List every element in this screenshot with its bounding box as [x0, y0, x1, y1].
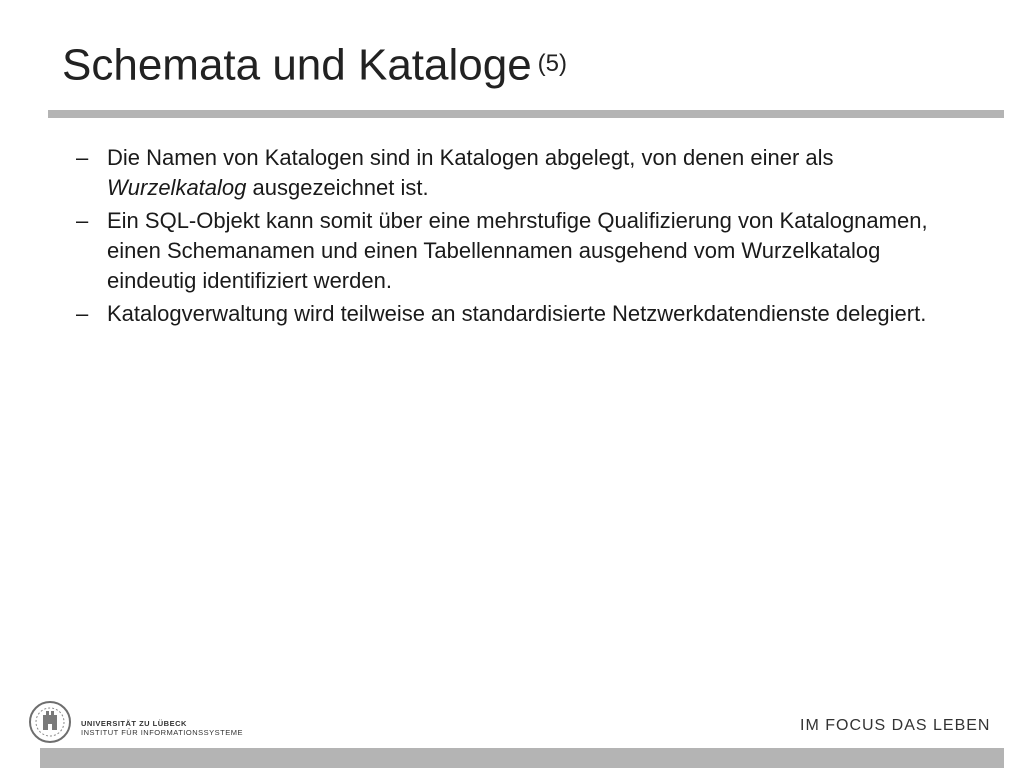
bullet-emphasis: Wurzelkatalog: [107, 175, 247, 200]
bullet-text-before: Die Namen von Katalogen sind in Katalogen abgelegt, von denen einer als: [107, 145, 834, 170]
bullet-text: Katalogverwaltung wird teilweise an standardisierte Netzwerkdatendienste delegiert.: [107, 301, 927, 326]
bullet-item: [76, 299, 956, 329]
footer-slogan: IM FOCUS DAS LEBEN: [800, 717, 991, 734]
bullet-marker: –: [76, 208, 89, 233]
footer-university-name: UNIVERSITÄT ZU LÜBECK: [81, 719, 187, 728]
footer-institution: [81, 719, 243, 737]
bullet-list: [76, 143, 956, 332]
title-divider: [48, 110, 1004, 118]
slide-title-text: Schemata und Kataloge: [62, 40, 532, 90]
footer-institute-name: INSTITUT FÜR INFORMATIONSSYSTEME: [81, 728, 243, 737]
slide-title-number: (5): [537, 50, 568, 77]
bullet-text-after: ausgezeichnet ist.: [246, 175, 429, 200]
bullet-item: [76, 206, 956, 296]
university-seal-icon: [28, 700, 72, 744]
bullet-marker: –: [76, 145, 89, 170]
bullet-item: [76, 143, 956, 203]
bullet-marker: –: [76, 301, 89, 326]
bullet-text: Ein SQL-Objekt kann somit über eine mehrstufige Qualifizierung von Katalognamen, einen Schemanamen und einen Tabellennamen ausgehend vom Wurzelkatalog eindeutig identifiziert werden.: [107, 208, 928, 293]
slide-title: [62, 38, 567, 91]
footer-bar: [40, 748, 1004, 768]
